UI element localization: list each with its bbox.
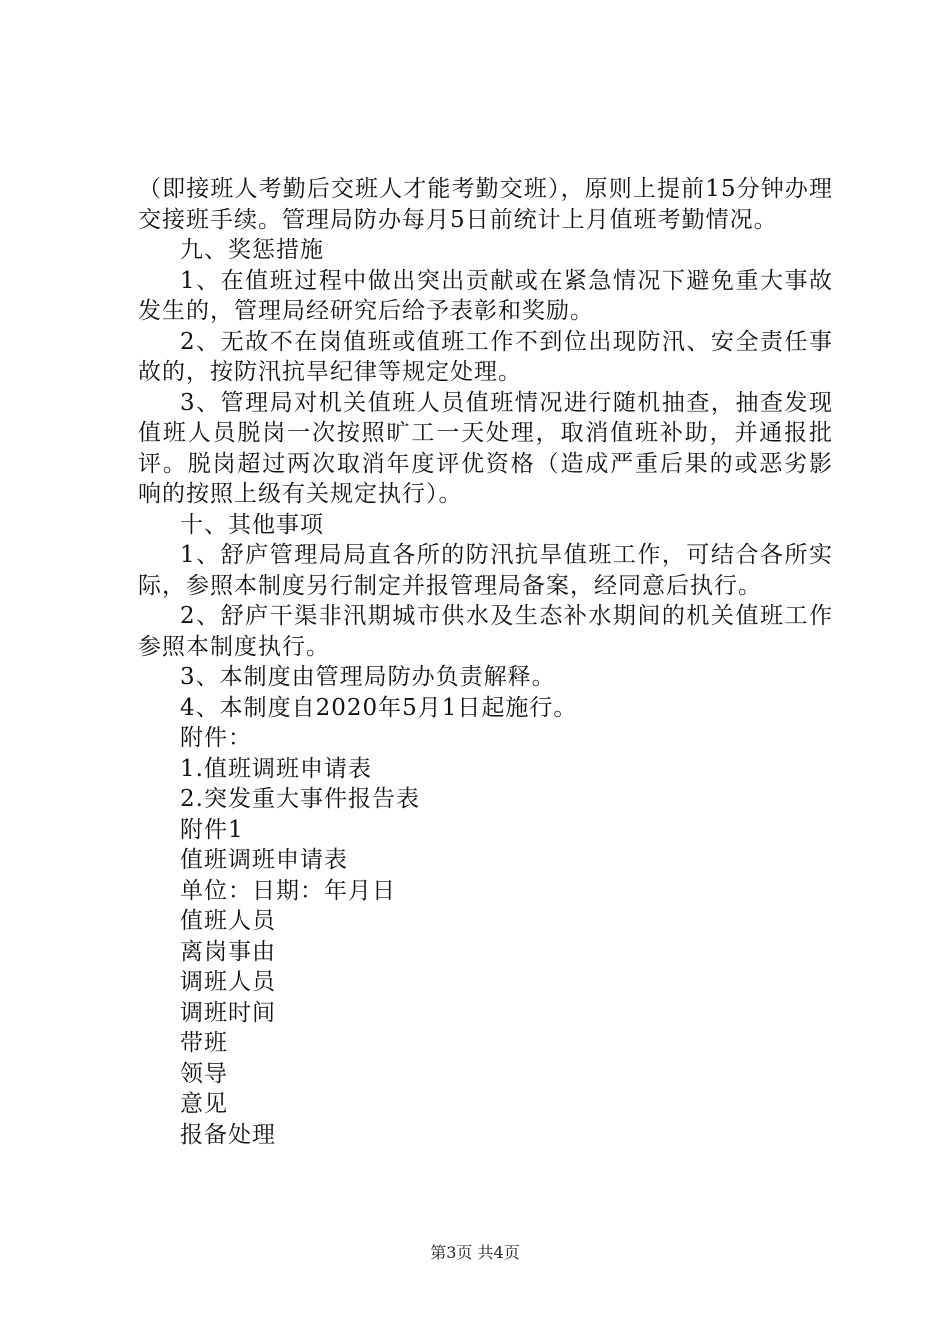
section-heading-rewards-penalties: 九、奖惩措施 <box>180 237 324 263</box>
form-unit-date-line: 单位：日期：年月日 <box>180 877 396 904</box>
document-body <box>138 174 833 1150</box>
paragraph-inspection-item-3: 3、管理局对机关值班人员值班情况进行随机抽查，抽查发现值班人员脱岗一次按照旷工一天处理，取消值班补助，并通报批评。脱岗超过两次取消年度评优资格（造成严重后果的或恶劣影响的按照上级有关规定执行）。 <box>138 389 833 507</box>
paragraph-penalty-item-2: 2、无故不在岗值班或值班工作不到位出现防汛、安全责任事故的，按防汛抗旱纪律等规定处理。 <box>138 328 833 385</box>
form-field-swap-staff: 调班人员 <box>180 969 276 995</box>
paragraph-other-item-2: 2、舒庐干渠非汛期城市供水及生态补水期间的机关值班工作参照本制度执行。 <box>138 603 833 660</box>
form-field-opinion: 意见 <box>180 1091 228 1117</box>
form-title: 值班调班申请表 <box>180 847 348 873</box>
paragraph-other-item-3: 3、本制度由管理局防办负责解释。 <box>180 664 556 690</box>
paragraph-other-item-1: 1、舒庐管理局局直各所的防汛抗旱值班工作，可结合各所实际，参照本制度另行制定并报管理局备案，经同意后执行。 <box>138 542 833 599</box>
attachment-item-1: 1.值班调班申请表 <box>180 755 372 782</box>
form-field-leader: 领导 <box>180 1060 228 1087</box>
form-field-swap-time: 调班时间 <box>180 999 276 1026</box>
paragraph-reward-item-1: 1、在值班过程中做出突出贡献或在紧急情况下避免重大事故发生的，管理局经研究后给予表彰和奖励。 <box>138 267 833 324</box>
form-field-duty-staff: 值班人员 <box>180 908 276 934</box>
page-number-footer: 第3页 共4页 <box>430 1243 520 1262</box>
paragraph-other-item-4: 4、本制度自2020年5月1日起施行。 <box>180 694 578 721</box>
form-field-leave-reason: 离岗事由 <box>180 938 276 965</box>
attachment-1-label: 附件1 <box>180 816 244 843</box>
section-heading-other-matters: 十、其他事项 <box>180 511 324 538</box>
paragraph-duty-handover-continuation: （即接班人考勤后交班人才能考勤交班），原则上提前15分钟办理交接班手续。管理局防办每月5日前统计上月值班考勤情况。 <box>138 176 833 233</box>
form-field-shift-leader: 带班 <box>180 1030 228 1056</box>
attachment-item-2: 2.突发重大事件报告表 <box>180 786 420 812</box>
form-field-filing: 报备处理 <box>180 1121 276 1148</box>
attachments-label: 附件： <box>180 725 252 751</box>
